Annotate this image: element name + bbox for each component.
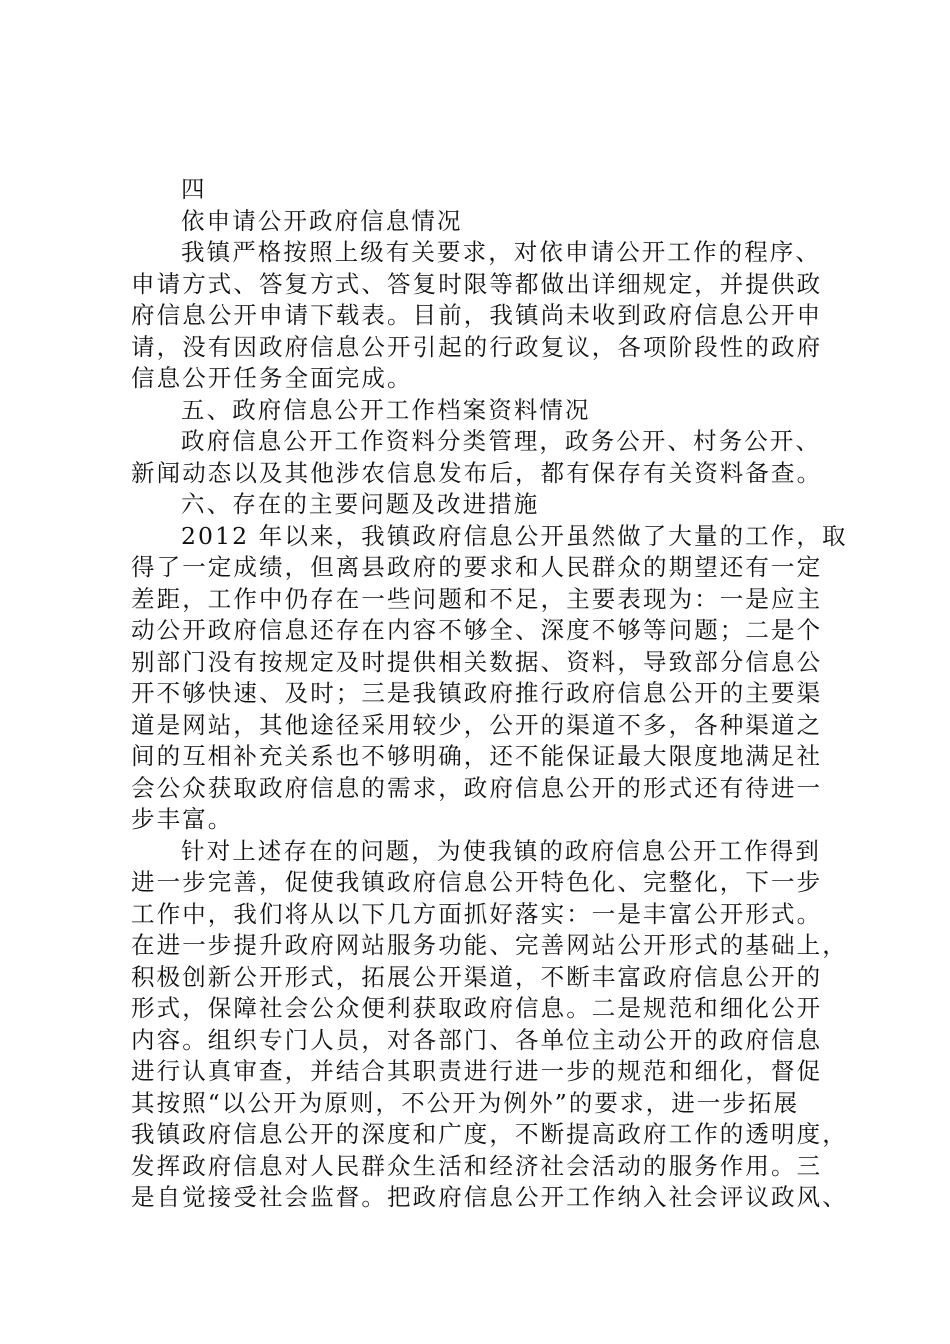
- text-line: 是自觉接受社会监督。把政府信息公开工作纳入社会评议政风、: [131, 1183, 848, 1211]
- paragraph-first-line: 五、政府信息公开工作档案资料情况: [181, 395, 591, 424]
- text-line: 信息公开任务全面完成。: [131, 364, 413, 392]
- text-line: 我镇政府信息公开的深度和广度，不断提高政府工作的透明度，: [131, 1120, 848, 1148]
- text-line: 步丰富。: [131, 805, 234, 833]
- text-line: 会公众获取政府信息的需求，政府信息公开的形式还有待进一: [131, 773, 823, 802]
- paragraph-first-line: 依申请公开政府信息情况: [181, 206, 463, 235]
- text-line: 请，没有因政府信息公开引起的行政复议，各项阶段性的政府: [131, 332, 823, 361]
- text-line: 形式，保障社会公众便利获取政府信息。二是规范和细化公开: [131, 994, 823, 1022]
- paragraph-first-line: 我镇严格按照上级有关要求，对依申请公开工作的程序、: [181, 238, 821, 266]
- text-line: 发挥政府信息对人民群众生活和经济社会活动的服务作用。三: [131, 1151, 823, 1180]
- text-line: 积极创新公开形式，拓展公开渠道，不断丰富政府信息公开的: [131, 962, 823, 991]
- paragraph-first-line: 政府信息公开工作资料分类管理，政务公开、村务公开、: [181, 427, 821, 455]
- text-line: 进行认真审查，并结合其职责进行进一步的规范和细化，督促: [131, 1057, 823, 1085]
- text-line: 动公开政府信息还存在内容不够全、深度不够等问题；二是个: [131, 616, 823, 644]
- text-line: 别部门没有按规定及时提供相关数据、资料，导致部分信息公: [131, 647, 823, 676]
- text-line: 开不够快速、及时；三是我镇政府推行政府信息公开的主要渠: [131, 679, 823, 707]
- paragraph-first-line: 针对上述存在的问题，为使我镇的政府信息公开工作得到: [181, 836, 821, 865]
- text-line: 在进一步提升政府网站服务功能、完善网站公开形式的基础上，: [131, 931, 848, 959]
- document-body: [131, 174, 851, 1214]
- text-line: 府信息公开申请下载表。目前，我镇尚未收到政府信息公开申: [131, 301, 823, 329]
- text-line: 差距，工作中仍存在一些问题和不足，主要表现为：一是应主: [131, 584, 823, 613]
- paragraph-first-line: 四: [181, 175, 207, 203]
- text-line: 得了一定成绩，但离县政府的要求和人民群众的期望还有一定: [131, 553, 823, 581]
- paragraph-first-line: 六、存在的主要问题及改进措施: [181, 490, 540, 518]
- text-line: 新闻动态以及其他涉农信息发布后，都有保存有关资料备查。: [131, 458, 823, 487]
- text-line: 申请方式、答复方式、答复时限等都做出详细规定，并提供政: [131, 269, 823, 298]
- text-line: 间的互相补充关系也不够明确，还不能保证最大限度地满足社: [131, 742, 823, 770]
- text-line: 其按照“以公开为原则，不公开为例外”的要求，进一步拓展: [131, 1088, 800, 1117]
- text-line: 道是网站，其他途径采用较少，公开的渠道不多，各种渠道之: [131, 710, 823, 739]
- paragraph-first-line: 2012 年以来，我镇政府信息公开虽然做了大量的工作，取: [181, 521, 848, 550]
- text-line: 进一步完善，促使我镇政府信息公开特色化、完整化，下一步: [131, 868, 823, 896]
- text-line: 工作中，我们将从以下几方面抓好落实：一是丰富公开形式。: [131, 899, 823, 928]
- text-line: 内容。组织专门人员，对各部门、各单位主动公开的政府信息: [131, 1025, 823, 1054]
